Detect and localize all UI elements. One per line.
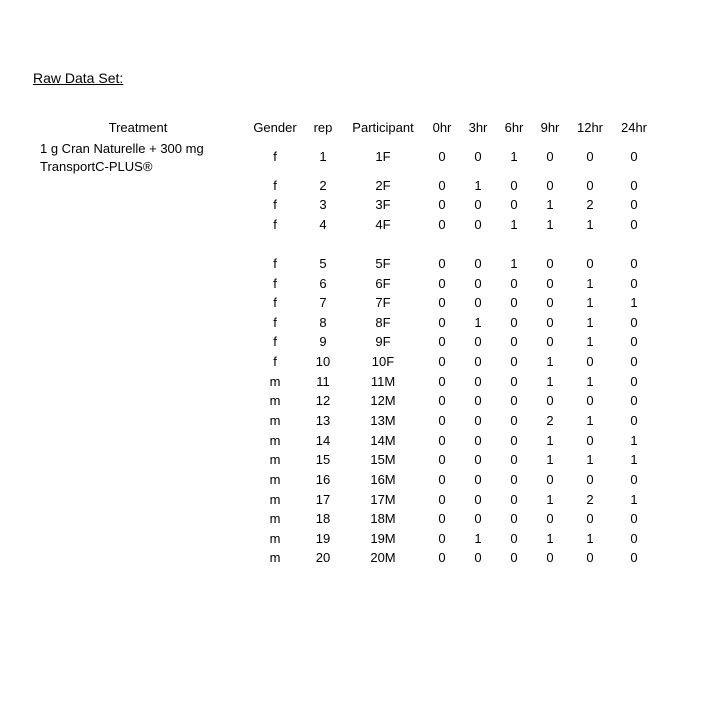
cell-0hr: 0	[438, 149, 446, 164]
cell-9hr: 2	[546, 413, 554, 428]
cell-0hr: 0	[438, 393, 446, 408]
cell-participant: 18M	[370, 511, 396, 526]
cell-3hr: 0	[474, 374, 482, 389]
cell-6hr: 0	[510, 472, 518, 487]
cell-0hr: 0	[438, 550, 446, 565]
cell-rep: 9	[319, 334, 327, 349]
cell-gender: f	[273, 178, 277, 193]
cell-participant: 2F	[375, 178, 391, 193]
cell-participant: 1F	[375, 149, 391, 164]
cell-gender: m	[269, 531, 281, 546]
cell-rep: 4	[319, 217, 327, 232]
cell-3hr: 0	[474, 452, 482, 467]
cell-participant: 8F	[375, 315, 391, 330]
cell-6hr: 0	[510, 492, 518, 507]
cell-6hr: 0	[510, 276, 518, 291]
cell-gender: f	[273, 149, 277, 164]
cell-participant: 17M	[370, 492, 396, 507]
cell-gender: m	[269, 511, 281, 526]
cell-rep: 13	[315, 413, 331, 428]
cell-9hr: 0	[546, 315, 554, 330]
cell-6hr: 1	[510, 217, 518, 232]
cell-9hr: 0	[546, 178, 554, 193]
cell-participant: 11M	[370, 374, 396, 389]
cell-participant: 5F	[375, 256, 391, 271]
cell-3hr: 0	[474, 256, 482, 271]
cell-rep: 2	[319, 178, 327, 193]
cell-participant: 15M	[370, 452, 396, 467]
cell-24hr: 1	[630, 452, 638, 467]
cell-participant: 9F	[375, 334, 391, 349]
cell-9hr: 1	[546, 374, 554, 389]
cell-3hr: 0	[474, 492, 482, 507]
cell-12hr: 0	[586, 178, 594, 193]
header-3hr: 3hr	[468, 120, 488, 135]
cell-24hr: 1	[630, 295, 638, 310]
header-6hr: 6hr	[504, 120, 524, 135]
cell-12hr: 1	[586, 413, 594, 428]
cell-9hr: 1	[546, 492, 554, 507]
cell-gender: f	[273, 197, 277, 212]
cell-6hr: 0	[510, 354, 518, 369]
cell-rep: 19	[315, 531, 331, 546]
cell-24hr: 0	[630, 197, 638, 212]
cell-9hr: 0	[546, 511, 554, 526]
cell-0hr: 0	[438, 276, 446, 291]
cell-3hr: 0	[474, 217, 482, 232]
cell-rep: 18	[315, 511, 331, 526]
header-treatment: Treatment	[108, 120, 168, 135]
cell-gender: m	[269, 472, 281, 487]
cell-3hr: 0	[474, 413, 482, 428]
cell-0hr: 0	[438, 413, 446, 428]
cell-6hr: 1	[510, 149, 518, 164]
cell-rep: 8	[319, 315, 327, 330]
cell-9hr: 1	[546, 452, 554, 467]
cell-6hr: 0	[510, 334, 518, 349]
cell-12hr: 0	[586, 472, 594, 487]
cell-6hr: 0	[510, 452, 518, 467]
cell-gender: m	[269, 413, 281, 428]
cell-12hr: 2	[586, 492, 594, 507]
cell-0hr: 0	[438, 178, 446, 193]
cell-participant: 13M	[370, 413, 396, 428]
cell-rep: 10	[315, 354, 331, 369]
cell-6hr: 0	[510, 315, 518, 330]
cell-9hr: 0	[546, 276, 554, 291]
cell-12hr: 1	[586, 276, 594, 291]
cell-3hr: 0	[474, 550, 482, 565]
cell-3hr: 0	[474, 334, 482, 349]
cell-12hr: 0	[586, 511, 594, 526]
cell-3hr: 1	[474, 531, 482, 546]
cell-0hr: 0	[438, 433, 446, 448]
cell-3hr: 0	[474, 433, 482, 448]
cell-12hr: 1	[586, 452, 594, 467]
cell-6hr: 0	[510, 197, 518, 212]
header-gender: Gender	[253, 120, 297, 135]
cell-24hr: 0	[630, 354, 638, 369]
cell-12hr: 0	[586, 393, 594, 408]
cell-gender: f	[273, 334, 277, 349]
header-24hr: 24hr	[620, 120, 648, 135]
cell-9hr: 1	[546, 197, 554, 212]
cell-gender: f	[273, 295, 277, 310]
cell-0hr: 0	[438, 511, 446, 526]
cell-participant: 14M	[370, 433, 396, 448]
cell-24hr: 1	[630, 433, 638, 448]
cell-6hr: 0	[510, 295, 518, 310]
cell-3hr: 0	[474, 295, 482, 310]
cell-6hr: 0	[510, 511, 518, 526]
cell-6hr: 0	[510, 413, 518, 428]
cell-9hr: 0	[546, 295, 554, 310]
cell-gender: f	[273, 315, 277, 330]
cell-participant: 20M	[370, 550, 396, 565]
cell-3hr: 0	[474, 149, 482, 164]
cell-rep: 17	[315, 492, 331, 507]
cell-3hr: 1	[474, 315, 482, 330]
cell-rep: 12	[315, 393, 331, 408]
cell-0hr: 0	[438, 452, 446, 467]
cell-gender: m	[269, 492, 281, 507]
cell-12hr: 1	[586, 295, 594, 310]
cell-9hr: 0	[546, 393, 554, 408]
cell-24hr: 0	[630, 217, 638, 232]
cell-6hr: 0	[510, 433, 518, 448]
cell-24hr: 0	[630, 374, 638, 389]
treatment-line-1: 1 g Cran Naturelle + 300 mg	[40, 141, 204, 156]
cell-9hr: 0	[546, 334, 554, 349]
cell-rep: 15	[315, 452, 331, 467]
cell-12hr: 1	[586, 531, 594, 546]
cell-participant: 6F	[375, 276, 391, 291]
cell-participant: 7F	[375, 295, 391, 310]
cell-rep: 7	[319, 295, 327, 310]
cell-rep: 11	[316, 374, 330, 389]
cell-6hr: 0	[510, 178, 518, 193]
cell-9hr: 0	[546, 550, 554, 565]
cell-0hr: 0	[438, 256, 446, 271]
cell-24hr: 0	[630, 149, 638, 164]
cell-gender: f	[273, 276, 277, 291]
cell-rep: 6	[319, 276, 327, 291]
cell-24hr: 1	[630, 492, 638, 507]
header-rep: rep	[313, 120, 333, 135]
cell-gender: m	[269, 550, 281, 565]
cell-3hr: 0	[474, 472, 482, 487]
cell-24hr: 0	[630, 315, 638, 330]
cell-rep: 5	[319, 256, 327, 271]
cell-9hr: 1	[546, 433, 554, 448]
cell-participant: 4F	[375, 217, 391, 232]
cell-6hr: 0	[510, 531, 518, 546]
cell-12hr: 1	[586, 334, 594, 349]
cell-9hr: 0	[546, 149, 554, 164]
cell-24hr: 0	[630, 276, 638, 291]
cell-6hr: 0	[510, 374, 518, 389]
cell-0hr: 0	[438, 334, 446, 349]
cell-0hr: 0	[438, 492, 446, 507]
cell-12hr: 1	[586, 217, 594, 232]
treatment-line-2: TransportC-PLUS®	[40, 159, 153, 174]
cell-6hr: 0	[510, 550, 518, 565]
cell-3hr: 0	[474, 354, 482, 369]
cell-gender: m	[269, 393, 281, 408]
cell-0hr: 0	[438, 472, 446, 487]
cell-12hr: 1	[586, 315, 594, 330]
cell-12hr: 0	[586, 354, 594, 369]
cell-0hr: 0	[438, 197, 446, 212]
page-title: Raw Data Set:	[33, 70, 124, 86]
cell-24hr: 0	[630, 393, 638, 408]
cell-0hr: 0	[438, 217, 446, 232]
cell-3hr: 1	[474, 178, 482, 193]
cell-12hr: 0	[586, 149, 594, 164]
cell-participant: 19M	[370, 531, 396, 546]
cell-gender: m	[269, 374, 281, 389]
treatment-description	[40, 140, 240, 176]
cell-rep: 14	[315, 433, 331, 448]
cell-24hr: 0	[630, 334, 638, 349]
cell-participant: 3F	[375, 197, 391, 212]
cell-rep: 3	[319, 197, 327, 212]
cell-gender: f	[273, 354, 277, 369]
cell-9hr: 1	[546, 531, 554, 546]
cell-participant: 12M	[370, 393, 396, 408]
cell-12hr: 0	[586, 256, 594, 271]
cell-gender: f	[273, 217, 277, 232]
cell-24hr: 0	[630, 413, 638, 428]
cell-0hr: 0	[438, 295, 446, 310]
cell-rep: 16	[315, 472, 331, 487]
cell-24hr: 0	[630, 256, 638, 271]
cell-0hr: 0	[438, 374, 446, 389]
cell-rep: 1	[319, 149, 327, 164]
cell-6hr: 0	[510, 393, 518, 408]
cell-6hr: 1	[510, 256, 518, 271]
header-9hr: 9hr	[540, 120, 560, 135]
cell-gender: f	[273, 256, 277, 271]
cell-3hr: 0	[474, 197, 482, 212]
cell-participant: 10F	[371, 354, 395, 369]
cell-9hr: 1	[546, 217, 554, 232]
cell-12hr: 0	[586, 550, 594, 565]
cell-12hr: 1	[586, 374, 594, 389]
cell-0hr: 0	[438, 531, 446, 546]
cell-24hr: 0	[630, 511, 638, 526]
cell-participant: 16M	[370, 472, 396, 487]
cell-0hr: 0	[438, 315, 446, 330]
cell-24hr: 0	[630, 178, 638, 193]
cell-24hr: 0	[630, 472, 638, 487]
cell-3hr: 0	[474, 276, 482, 291]
cell-gender: m	[269, 452, 281, 467]
cell-gender: m	[269, 433, 281, 448]
cell-9hr: 1	[546, 354, 554, 369]
cell-24hr: 0	[630, 550, 638, 565]
header-participant: Participant	[352, 120, 414, 135]
cell-24hr: 0	[630, 531, 638, 546]
cell-9hr: 0	[546, 256, 554, 271]
cell-rep: 20	[315, 550, 331, 565]
cell-12hr: 0	[586, 433, 594, 448]
cell-3hr: 0	[474, 511, 482, 526]
cell-0hr: 0	[438, 354, 446, 369]
header-12hr: 12hr	[576, 120, 604, 135]
cell-3hr: 0	[474, 393, 482, 408]
cell-9hr: 0	[546, 472, 554, 487]
cell-12hr: 2	[586, 197, 594, 212]
header-0hr: 0hr	[432, 120, 452, 135]
